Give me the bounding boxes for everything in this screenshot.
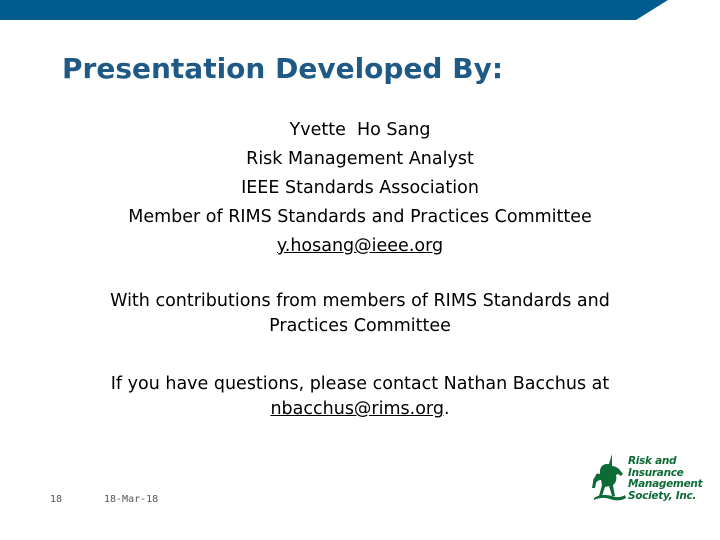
- logo-line-3: Management: [628, 478, 703, 490]
- logo-line-4: Society, Inc.: [628, 489, 697, 502]
- rims-logo: [588, 452, 708, 508]
- presenter-role: Risk Management Analyst: [246, 149, 474, 169]
- page-number: 18: [50, 494, 63, 505]
- presenter-organization: IEEE Standards Association: [241, 178, 479, 198]
- contributions-note: [0, 289, 720, 339]
- slide-title: Presentation Developed By:: [62, 52, 504, 85]
- slide-date: 18-Mar-18: [104, 494, 159, 505]
- presenter-name: Yvette Ho Sang: [289, 120, 431, 140]
- contact-note: [0, 372, 720, 422]
- contributions-line-2: Practices Committee: [269, 316, 451, 336]
- top-header-band: [0, 0, 720, 20]
- presenter-membership: Member of RIMS Standards and Practices Committee: [128, 207, 592, 227]
- logo-line-1: Risk and: [628, 455, 677, 467]
- contact-line-1: If you have questions, please contact Nathan Bacchus at: [110, 374, 610, 394]
- logo-line-2: Insurance: [628, 466, 684, 479]
- presenter-email-link[interactable]: y.hosang@ieee.org: [276, 236, 444, 256]
- contact-email-link[interactable]: nbacchus@rims.org: [270, 399, 444, 419]
- contact-suffix: .: [443, 399, 450, 419]
- presenter-block: [0, 116, 720, 261]
- contributions-line-1: With contributions from members of RIMS Standards and: [110, 291, 610, 311]
- unicorn-icon: [588, 452, 628, 506]
